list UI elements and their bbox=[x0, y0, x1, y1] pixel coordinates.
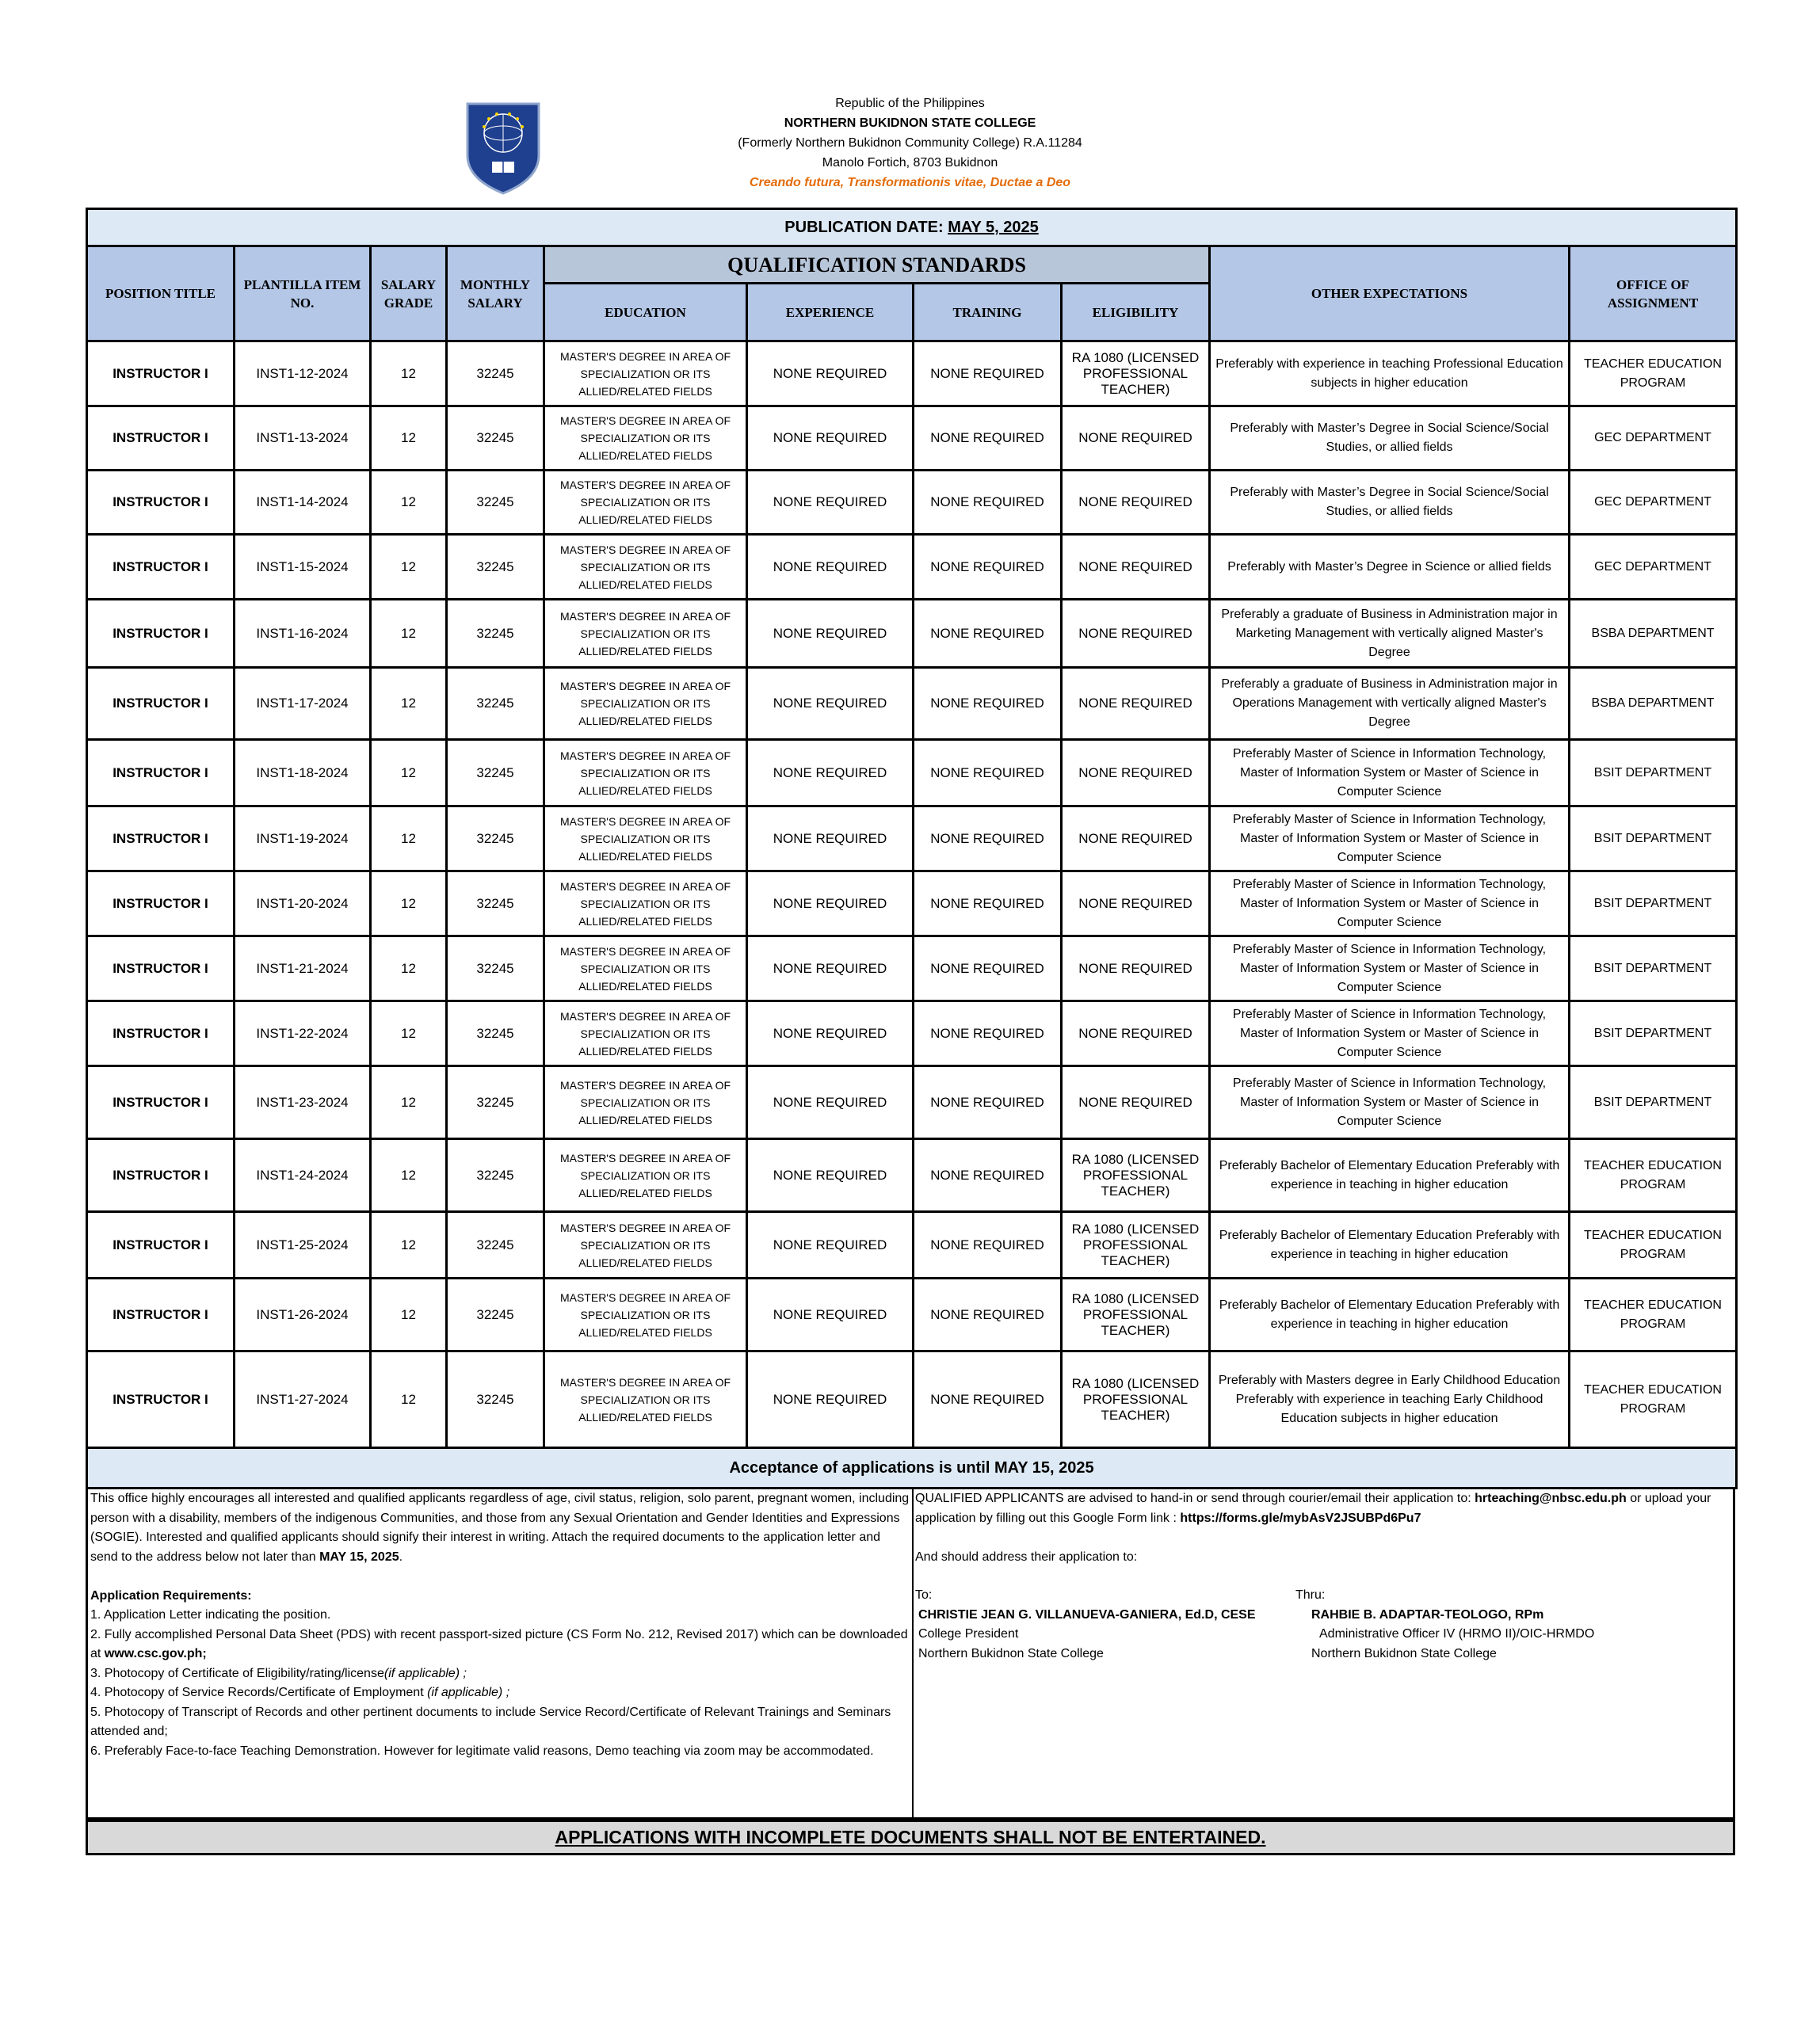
monthly-salary-cell: 32245 bbox=[447, 936, 544, 1001]
monthly-salary-cell: 32245 bbox=[447, 871, 544, 936]
office-cell: BSBA DEPARTMENT bbox=[1570, 668, 1737, 740]
position-title-cell: INSTRUCTOR I bbox=[87, 1139, 235, 1212]
office-cell: BSIT DEPARTMENT bbox=[1570, 1066, 1737, 1139]
office-cell: GEC DEPARTMENT bbox=[1570, 471, 1737, 535]
training-cell: NONE REQUIRED bbox=[914, 600, 1062, 668]
training-cell: NONE REQUIRED bbox=[914, 535, 1062, 600]
col-eligibility: ELIGIBILITY bbox=[1062, 284, 1210, 341]
notice-paragraph bbox=[90, 1489, 911, 1567]
college-motto: Creando futura, Transformationis vitae, Ductae a Deo bbox=[749, 176, 1071, 189]
office-cell: BSIT DEPARTMENT bbox=[1570, 1001, 1737, 1066]
position-title-cell: INSTRUCTOR I bbox=[87, 668, 235, 740]
requirement-5: 5. Photocopy of Transcript of Records and other pertinent documents to include Service Record/Certificate of Relevant Trainings and Seminars attended and; bbox=[90, 1705, 891, 1738]
eligibility-cell: NONE REQUIRED bbox=[1062, 600, 1210, 668]
monthly-salary-cell: 32245 bbox=[447, 1212, 544, 1279]
office-cell: TEACHER EDUCATION PROGRAM bbox=[1570, 341, 1737, 406]
plantilla-item-cell: INST1-21-2024 bbox=[235, 936, 371, 1001]
to-label: To: bbox=[915, 1588, 933, 1602]
col-other-expectations: OTHER EXPECTATIONS bbox=[1210, 246, 1570, 341]
experience-cell: NONE REQUIRED bbox=[747, 1351, 914, 1448]
col-plantilla: PLANTILLA ITEM NO. bbox=[235, 246, 371, 341]
plantilla-item-cell: INST1-26-2024 bbox=[235, 1279, 371, 1351]
table-body bbox=[87, 341, 1737, 1448]
office-cell: TEACHER EDUCATION PROGRAM bbox=[1570, 1279, 1737, 1351]
training-cell: NONE REQUIRED bbox=[914, 871, 1062, 936]
plantilla-item-cell: INST1-27-2024 bbox=[235, 1351, 371, 1448]
other-expectations-cell: Preferably Master of Science in Information Technology, Master of Information System or Master of Science in Computer Science bbox=[1210, 936, 1570, 1001]
experience-cell: NONE REQUIRED bbox=[747, 600, 914, 668]
education-cell: MASTER'S DEGREE IN AREA OF SPECIALIZATION OR ITS ALLIED/RELATED FIELDS bbox=[544, 1139, 747, 1212]
education-cell: MASTER'S DEGREE IN AREA OF SPECIALIZATION OR ITS ALLIED/RELATED FIELDS bbox=[544, 406, 747, 471]
office-cell: BSIT DEPARTMENT bbox=[1570, 806, 1737, 871]
header-row-top bbox=[87, 246, 1737, 284]
thru-title: Administrative Officer IV (HRMO II)/OIC-HRMDO bbox=[1319, 1627, 1595, 1641]
experience-cell: NONE REQUIRED bbox=[747, 936, 914, 1001]
salary-grade-cell: 12 bbox=[371, 806, 447, 871]
col-training: TRAINING bbox=[914, 284, 1062, 341]
thru-org: Northern Bukidnon State College bbox=[1311, 1646, 1497, 1660]
education-cell: MASTER'S DEGREE IN AREA OF SPECIALIZATION OR ITS ALLIED/RELATED FIELDS bbox=[544, 936, 747, 1001]
other-expectations-cell: Preferably Master of Science in Information Technology, Master of Information System or Master of Science in Computer Science bbox=[1210, 806, 1570, 871]
plantilla-item-cell: INST1-19-2024 bbox=[235, 806, 371, 871]
experience-cell: NONE REQUIRED bbox=[747, 1139, 914, 1212]
eligibility-cell: RA 1080 (LICENSED PROFESSIONAL TEACHER) bbox=[1062, 1139, 1210, 1212]
position-title-cell: INSTRUCTOR I bbox=[87, 471, 235, 535]
training-cell: NONE REQUIRED bbox=[914, 406, 1062, 471]
salary-grade-cell: 12 bbox=[371, 471, 447, 535]
experience-cell: NONE REQUIRED bbox=[747, 668, 914, 740]
table-row bbox=[87, 740, 1737, 806]
eligibility-cell: NONE REQUIRED bbox=[1062, 806, 1210, 871]
office-cell: GEC DEPARTMENT bbox=[1570, 406, 1737, 471]
salary-grade-cell: 12 bbox=[371, 740, 447, 806]
college-address: Manolo Fortich, 8703 Bukidnon bbox=[822, 156, 998, 170]
requirements-heading: Application Requirements: bbox=[90, 1588, 252, 1603]
monthly-salary-cell: 32245 bbox=[447, 471, 544, 535]
education-cell: MASTER'S DEGREE IN AREA OF SPECIALIZATION OR ITS ALLIED/RELATED FIELDS bbox=[544, 1279, 747, 1351]
eligibility-cell: NONE REQUIRED bbox=[1062, 871, 1210, 936]
table-row bbox=[87, 1212, 1737, 1279]
table-row bbox=[87, 600, 1737, 668]
position-title-cell: INSTRUCTOR I bbox=[87, 740, 235, 806]
position-title-cell: INSTRUCTOR I bbox=[87, 936, 235, 1001]
eligibility-cell: NONE REQUIRED bbox=[1062, 936, 1210, 1001]
other-expectations-cell: Preferably Master of Science in Information Technology, Master of Information System or Master of Science in Computer Science bbox=[1210, 1001, 1570, 1066]
other-expectations-cell: Preferably Bachelor of Elementary Education Preferably with experience in teaching in higher education bbox=[1210, 1279, 1570, 1351]
to-name: CHRISTIE JEAN G. VILLANUEVA-GANIERA, Ed.D, CESE bbox=[918, 1607, 1256, 1622]
position-title-cell: INSTRUCTOR I bbox=[87, 1279, 235, 1351]
table-row bbox=[87, 1139, 1737, 1212]
other-expectations-cell: Preferably Bachelor of Elementary Education Preferably with experience in teaching in higher education bbox=[1210, 1212, 1570, 1279]
col-position-title: POSITION TITLE bbox=[87, 246, 235, 341]
other-expectations-cell: Preferably a graduate of Business in Administration major in Marketing Management with vertically aligned Master's Degree bbox=[1210, 600, 1570, 668]
vacancy-table bbox=[86, 208, 1738, 1489]
incomplete-documents-warning: APPLICATIONS WITH INCOMPLETE DOCUMENTS SHALL NOT BE ENTERTAINED. bbox=[86, 1820, 1735, 1855]
monthly-salary-cell: 32245 bbox=[447, 1001, 544, 1066]
addressee-block bbox=[915, 1586, 1311, 1664]
salary-grade-cell: 12 bbox=[371, 1139, 447, 1212]
col-qualification-standards: QUALIFICATION STANDARDS bbox=[544, 246, 1210, 284]
salary-grade-cell: 12 bbox=[371, 668, 447, 740]
salary-grade-cell: 12 bbox=[371, 600, 447, 668]
experience-cell: NONE REQUIRED bbox=[747, 535, 914, 600]
education-cell: MASTER'S DEGREE IN AREA OF SPECIALIZATION OR ITS ALLIED/RELATED FIELDS bbox=[544, 471, 747, 535]
position-title-cell: INSTRUCTOR I bbox=[87, 1001, 235, 1066]
requirement-3 bbox=[90, 1664, 911, 1684]
education-cell: MASTER'S DEGREE IN AREA OF SPECIALIZATION OR ITS ALLIED/RELATED FIELDS bbox=[544, 871, 747, 936]
requirement-4-text: 4. Photocopy of Service Records/Certificate of Employment bbox=[90, 1686, 424, 1699]
plantilla-item-cell: INST1-12-2024 bbox=[235, 341, 371, 406]
table-row bbox=[87, 1279, 1737, 1351]
monthly-salary-cell: 32245 bbox=[447, 1139, 544, 1212]
office-cell: GEC DEPARTMENT bbox=[1570, 535, 1737, 600]
table-row bbox=[87, 471, 1737, 535]
training-cell: NONE REQUIRED bbox=[914, 1351, 1062, 1448]
eligibility-cell: RA 1080 (LICENSED PROFESSIONAL TEACHER) bbox=[1062, 1279, 1210, 1351]
letterhead bbox=[0, 93, 1820, 204]
position-title-cell: INSTRUCTOR I bbox=[87, 1066, 235, 1139]
csc-website-link[interactable]: www.csc.gov.ph; bbox=[104, 1647, 207, 1660]
education-cell: MASTER'S DEGREE IN AREA OF SPECIALIZATION OR ITS ALLIED/RELATED FIELDS bbox=[544, 535, 747, 600]
experience-cell: NONE REQUIRED bbox=[747, 1001, 914, 1066]
other-expectations-cell: Preferably Master of Science in Information Technology, Master of Information System or Master of Science in Computer Science bbox=[1210, 1066, 1570, 1139]
experience-cell: NONE REQUIRED bbox=[747, 806, 914, 871]
eligibility-cell: NONE REQUIRED bbox=[1062, 1001, 1210, 1066]
plantilla-item-cell: INST1-14-2024 bbox=[235, 471, 371, 535]
office-cell: BSIT DEPARTMENT bbox=[1570, 936, 1737, 1001]
republic-line: Republic of the Philippines bbox=[835, 97, 985, 110]
notice-end: . bbox=[399, 1550, 403, 1564]
salary-grade-cell: 12 bbox=[371, 1212, 447, 1279]
plantilla-item-cell: INST1-23-2024 bbox=[235, 1066, 371, 1139]
eligibility-cell: RA 1080 (LICENSED PROFESSIONAL TEACHER) bbox=[1062, 1351, 1210, 1448]
position-title-cell: INSTRUCTOR I bbox=[87, 871, 235, 936]
position-title-cell: INSTRUCTOR I bbox=[87, 600, 235, 668]
education-cell: MASTER'S DEGREE IN AREA OF SPECIALIZATION OR ITS ALLIED/RELATED FIELDS bbox=[544, 600, 747, 668]
other-expectations-cell: Preferably Master of Science in Information Technology, Master of Information System or Master of Science in Computer Science bbox=[1210, 871, 1570, 936]
education-cell: MASTER'S DEGREE IN AREA OF SPECIALIZATION OR ITS ALLIED/RELATED FIELDS bbox=[544, 341, 747, 406]
publication-label: PUBLICATION DATE: bbox=[784, 218, 944, 236]
experience-cell: NONE REQUIRED bbox=[747, 871, 914, 936]
position-title-cell: INSTRUCTOR I bbox=[87, 535, 235, 600]
monthly-salary-cell: 32245 bbox=[447, 668, 544, 740]
training-cell: NONE REQUIRED bbox=[914, 1139, 1062, 1212]
salary-grade-cell: 12 bbox=[371, 406, 447, 471]
plantilla-item-cell: INST1-17-2024 bbox=[235, 668, 371, 740]
office-cell: TEACHER EDUCATION PROGRAM bbox=[1570, 1212, 1737, 1279]
experience-cell: NONE REQUIRED bbox=[747, 1066, 914, 1139]
monthly-salary-cell: 32245 bbox=[447, 341, 544, 406]
salary-grade-cell: 12 bbox=[371, 1279, 447, 1351]
experience-cell: NONE REQUIRED bbox=[747, 341, 914, 406]
salary-grade-cell: 12 bbox=[371, 936, 447, 1001]
experience-cell: NONE REQUIRED bbox=[747, 1212, 914, 1279]
other-expectations-cell: Preferably Master of Science in Information Technology, Master of Information System or Master of Science in Computer Science bbox=[1210, 740, 1570, 806]
education-cell: MASTER'S DEGREE IN AREA OF SPECIALIZATION OR ITS ALLIED/RELATED FIELDS bbox=[544, 1066, 747, 1139]
training-cell: NONE REQUIRED bbox=[914, 740, 1062, 806]
requirement-3-note: (if applicable) ; bbox=[383, 1666, 467, 1680]
salary-grade-cell: 12 bbox=[371, 341, 447, 406]
other-expectations-cell: Preferably with Masters degree in Early Childhood Education Preferably with experience in teaching Early Childhood Education subjects in higher education bbox=[1210, 1351, 1570, 1448]
office-cell: TEACHER EDUCATION PROGRAM bbox=[1570, 1139, 1737, 1212]
college-name: NORTHERN BUKIDNON STATE COLLEGE bbox=[784, 116, 1036, 130]
other-expectations-cell: Preferably a graduate of Business in Administration major in Operations Management with vertically aligned Master's Degree bbox=[1210, 668, 1570, 740]
other-expectations-cell: Preferably with experience in teaching Professional Education subjects in higher education bbox=[1210, 341, 1570, 406]
other-expectations-cell: Preferably with Master’s Degree in Social Science/Social Studies, or allied fields bbox=[1210, 406, 1570, 471]
table-row bbox=[87, 936, 1737, 1001]
to-org: Northern Bukidnon State College bbox=[918, 1646, 1104, 1660]
email-link[interactable]: hrteaching@nbsc.edu.ph bbox=[1475, 1492, 1627, 1505]
to-title: College President bbox=[918, 1627, 1019, 1641]
training-cell: NONE REQUIRED bbox=[914, 806, 1062, 871]
office-cell: TEACHER EDUCATION PROGRAM bbox=[1570, 1351, 1737, 1448]
position-title-cell: INSTRUCTOR I bbox=[87, 1351, 235, 1448]
address-to-line: And should address their application to: bbox=[915, 1550, 1138, 1564]
position-title-cell: INSTRUCTOR I bbox=[87, 1212, 235, 1279]
training-cell: NONE REQUIRED bbox=[914, 936, 1062, 1001]
notice-column bbox=[90, 1489, 911, 1761]
notice-deadline: MAY 15, 2025 bbox=[319, 1550, 399, 1564]
formerly-line: (Formerly Northern Bukidnon Community College) R.A.11284 bbox=[738, 136, 1082, 150]
office-cell: BSBA DEPARTMENT bbox=[1570, 600, 1737, 668]
requirement-2 bbox=[90, 1626, 911, 1664]
column-divider bbox=[912, 1489, 914, 1820]
plantilla-item-cell: INST1-20-2024 bbox=[235, 871, 371, 936]
thru-name: RAHBIE B. ADAPTAR-TEOLOGO, RPm bbox=[1311, 1607, 1544, 1622]
requirement-6: 6. Preferably Face-to-face Teaching Demonstration. However for legitimate valid reasons, Demo teaching via zoom may be accommodated. bbox=[90, 1744, 874, 1758]
requirement-2-text: 2. Fully accomplished Personal Data Sheet (PDS) with recent passport-sized picture (CS Form No. 212, Revised 2017) which can be downloaded at bbox=[90, 1627, 908, 1660]
monthly-salary-cell: 32245 bbox=[447, 1351, 544, 1448]
eligibility-cell: NONE REQUIRED bbox=[1062, 406, 1210, 471]
thru-label: Thru: bbox=[1295, 1588, 1326, 1602]
eligibility-cell: NONE REQUIRED bbox=[1062, 740, 1210, 806]
application-info bbox=[86, 1489, 1735, 1820]
education-cell: MASTER'S DEGREE IN AREA OF SPECIALIZATION OR ITS ALLIED/RELATED FIELDS bbox=[544, 1001, 747, 1066]
experience-cell: NONE REQUIRED bbox=[747, 1279, 914, 1351]
salary-grade-cell: 12 bbox=[371, 535, 447, 600]
training-cell: NONE REQUIRED bbox=[914, 668, 1062, 740]
plantilla-item-cell: INST1-13-2024 bbox=[235, 406, 371, 471]
training-cell: NONE REQUIRED bbox=[914, 341, 1062, 406]
table-row bbox=[87, 668, 1737, 740]
other-expectations-cell: Preferably Bachelor of Elementary Education Preferably with experience in teaching in higher education bbox=[1210, 1139, 1570, 1212]
monthly-salary-cell: 32245 bbox=[447, 406, 544, 471]
col-experience: EXPERIENCE bbox=[747, 284, 914, 341]
plantilla-item-cell: INST1-16-2024 bbox=[235, 600, 371, 668]
position-title-cell: INSTRUCTOR I bbox=[87, 341, 235, 406]
experience-cell: NONE REQUIRED bbox=[747, 406, 914, 471]
col-education: EDUCATION bbox=[544, 284, 747, 341]
table-row bbox=[87, 806, 1737, 871]
thru-block bbox=[1295, 1586, 1692, 1664]
education-cell: MASTER'S DEGREE IN AREA OF SPECIALIZATION OR ITS ALLIED/RELATED FIELDS bbox=[544, 668, 747, 740]
salary-grade-cell: 12 bbox=[371, 1351, 447, 1448]
training-cell: NONE REQUIRED bbox=[914, 471, 1062, 535]
other-expectations-cell: Preferably with Master’s Degree in Social Science/Social Studies, or allied fields bbox=[1210, 471, 1570, 535]
education-cell: MASTER'S DEGREE IN AREA OF SPECIALIZATION OR ITS ALLIED/RELATED FIELDS bbox=[544, 1351, 747, 1448]
table-row bbox=[87, 1351, 1737, 1448]
submission-column bbox=[915, 1489, 1734, 1660]
experience-cell: NONE REQUIRED bbox=[747, 740, 914, 806]
training-cell: NONE REQUIRED bbox=[914, 1279, 1062, 1351]
google-form-link[interactable]: https://forms.gle/mybAsV2JSUBPd6Pu7 bbox=[1180, 1511, 1421, 1525]
submission-mid: or upload your application by filling out this Google Form link : bbox=[915, 1492, 1711, 1525]
col-monthly-salary: MONTHLY SALARY bbox=[447, 246, 544, 341]
table-row bbox=[87, 341, 1737, 406]
position-title-cell: INSTRUCTOR I bbox=[87, 806, 235, 871]
office-cell: BSIT DEPARTMENT bbox=[1570, 871, 1737, 936]
table-row bbox=[87, 871, 1737, 936]
plantilla-item-cell: INST1-22-2024 bbox=[235, 1001, 371, 1066]
other-expectations-cell: Preferably with Master’s Degree in Science or allied fields bbox=[1210, 535, 1570, 600]
monthly-salary-cell: 32245 bbox=[447, 1279, 544, 1351]
office-cell: BSIT DEPARTMENT bbox=[1570, 740, 1737, 806]
eligibility-cell: NONE REQUIRED bbox=[1062, 668, 1210, 740]
acceptance-row bbox=[87, 1448, 1737, 1489]
education-cell: MASTER'S DEGREE IN AREA OF SPECIALIZATION OR ITS ALLIED/RELATED FIELDS bbox=[544, 806, 747, 871]
plantilla-item-cell: INST1-24-2024 bbox=[235, 1139, 371, 1212]
requirement-4-note: (if applicable) ; bbox=[427, 1686, 510, 1699]
salary-grade-cell: 12 bbox=[371, 1066, 447, 1139]
monthly-salary-cell: 32245 bbox=[447, 600, 544, 668]
education-cell: MASTER'S DEGREE IN AREA OF SPECIALIZATION OR ITS ALLIED/RELATED FIELDS bbox=[544, 740, 747, 806]
plantilla-item-cell: INST1-25-2024 bbox=[235, 1212, 371, 1279]
eligibility-cell: RA 1080 (LICENSED PROFESSIONAL TEACHER) bbox=[1062, 1212, 1210, 1279]
eligibility-cell: RA 1080 (LICENSED PROFESSIONAL TEACHER) bbox=[1062, 341, 1210, 406]
monthly-salary-cell: 32245 bbox=[447, 1066, 544, 1139]
salary-grade-cell: 12 bbox=[371, 1001, 447, 1066]
experience-cell: NONE REQUIRED bbox=[747, 471, 914, 535]
submission-intro: QUALIFIED APPLICANTS are advised to hand-in or send through courier/email their application to: bbox=[915, 1492, 1471, 1505]
monthly-salary-cell: 32245 bbox=[447, 806, 544, 871]
eligibility-cell: NONE REQUIRED bbox=[1062, 535, 1210, 600]
training-cell: NONE REQUIRED bbox=[914, 1001, 1062, 1066]
table-row bbox=[87, 1001, 1737, 1066]
col-salary-grade: SALARY GRADE bbox=[371, 246, 447, 341]
monthly-salary-cell: 32245 bbox=[447, 740, 544, 806]
col-office: OFFICE OF ASSIGNMENT bbox=[1570, 246, 1737, 341]
acceptance-text: Acceptance of applications is until MAY 15, 2025 bbox=[87, 1448, 1737, 1489]
monthly-salary-cell: 32245 bbox=[447, 535, 544, 600]
notice-text: This office highly encourages all interested and qualified applicants regardless of age, civil status, religion, solo parent, pregnant women, including person with a disability, members of the indigenous Communities, and those from any Sexual Orientation and Gender Identities and Expressions (SOGIE). Interested and qualified applicants should signify their interest in writing. Attach the required documents to the application letter and send to the address below not later than bbox=[90, 1492, 910, 1564]
requirement-3-text: 3. Photocopy of Certificate of Eligibility/rating/license bbox=[90, 1666, 384, 1680]
table-row bbox=[87, 406, 1737, 471]
publication-date: MAY 5, 2025 bbox=[948, 218, 1039, 236]
table-row bbox=[87, 535, 1737, 600]
table-row bbox=[87, 1066, 1737, 1139]
education-cell: MASTER'S DEGREE IN AREA OF SPECIALIZATION OR ITS ALLIED/RELATED FIELDS bbox=[544, 1212, 747, 1279]
requirement-4 bbox=[90, 1683, 911, 1703]
eligibility-cell: NONE REQUIRED bbox=[1062, 471, 1210, 535]
training-cell: NONE REQUIRED bbox=[914, 1066, 1062, 1139]
requirement-1: 1. Application Letter indicating the position. bbox=[90, 1608, 331, 1622]
eligibility-cell: NONE REQUIRED bbox=[1062, 1066, 1210, 1139]
plantilla-item-cell: INST1-18-2024 bbox=[235, 740, 371, 806]
training-cell: NONE REQUIRED bbox=[914, 1212, 1062, 1279]
submission-paragraph bbox=[915, 1489, 1734, 1528]
position-title-cell: INSTRUCTOR I bbox=[87, 406, 235, 471]
publication-row bbox=[87, 209, 1737, 246]
salary-grade-cell: 12 bbox=[371, 871, 447, 936]
plantilla-item-cell: INST1-15-2024 bbox=[235, 535, 371, 600]
